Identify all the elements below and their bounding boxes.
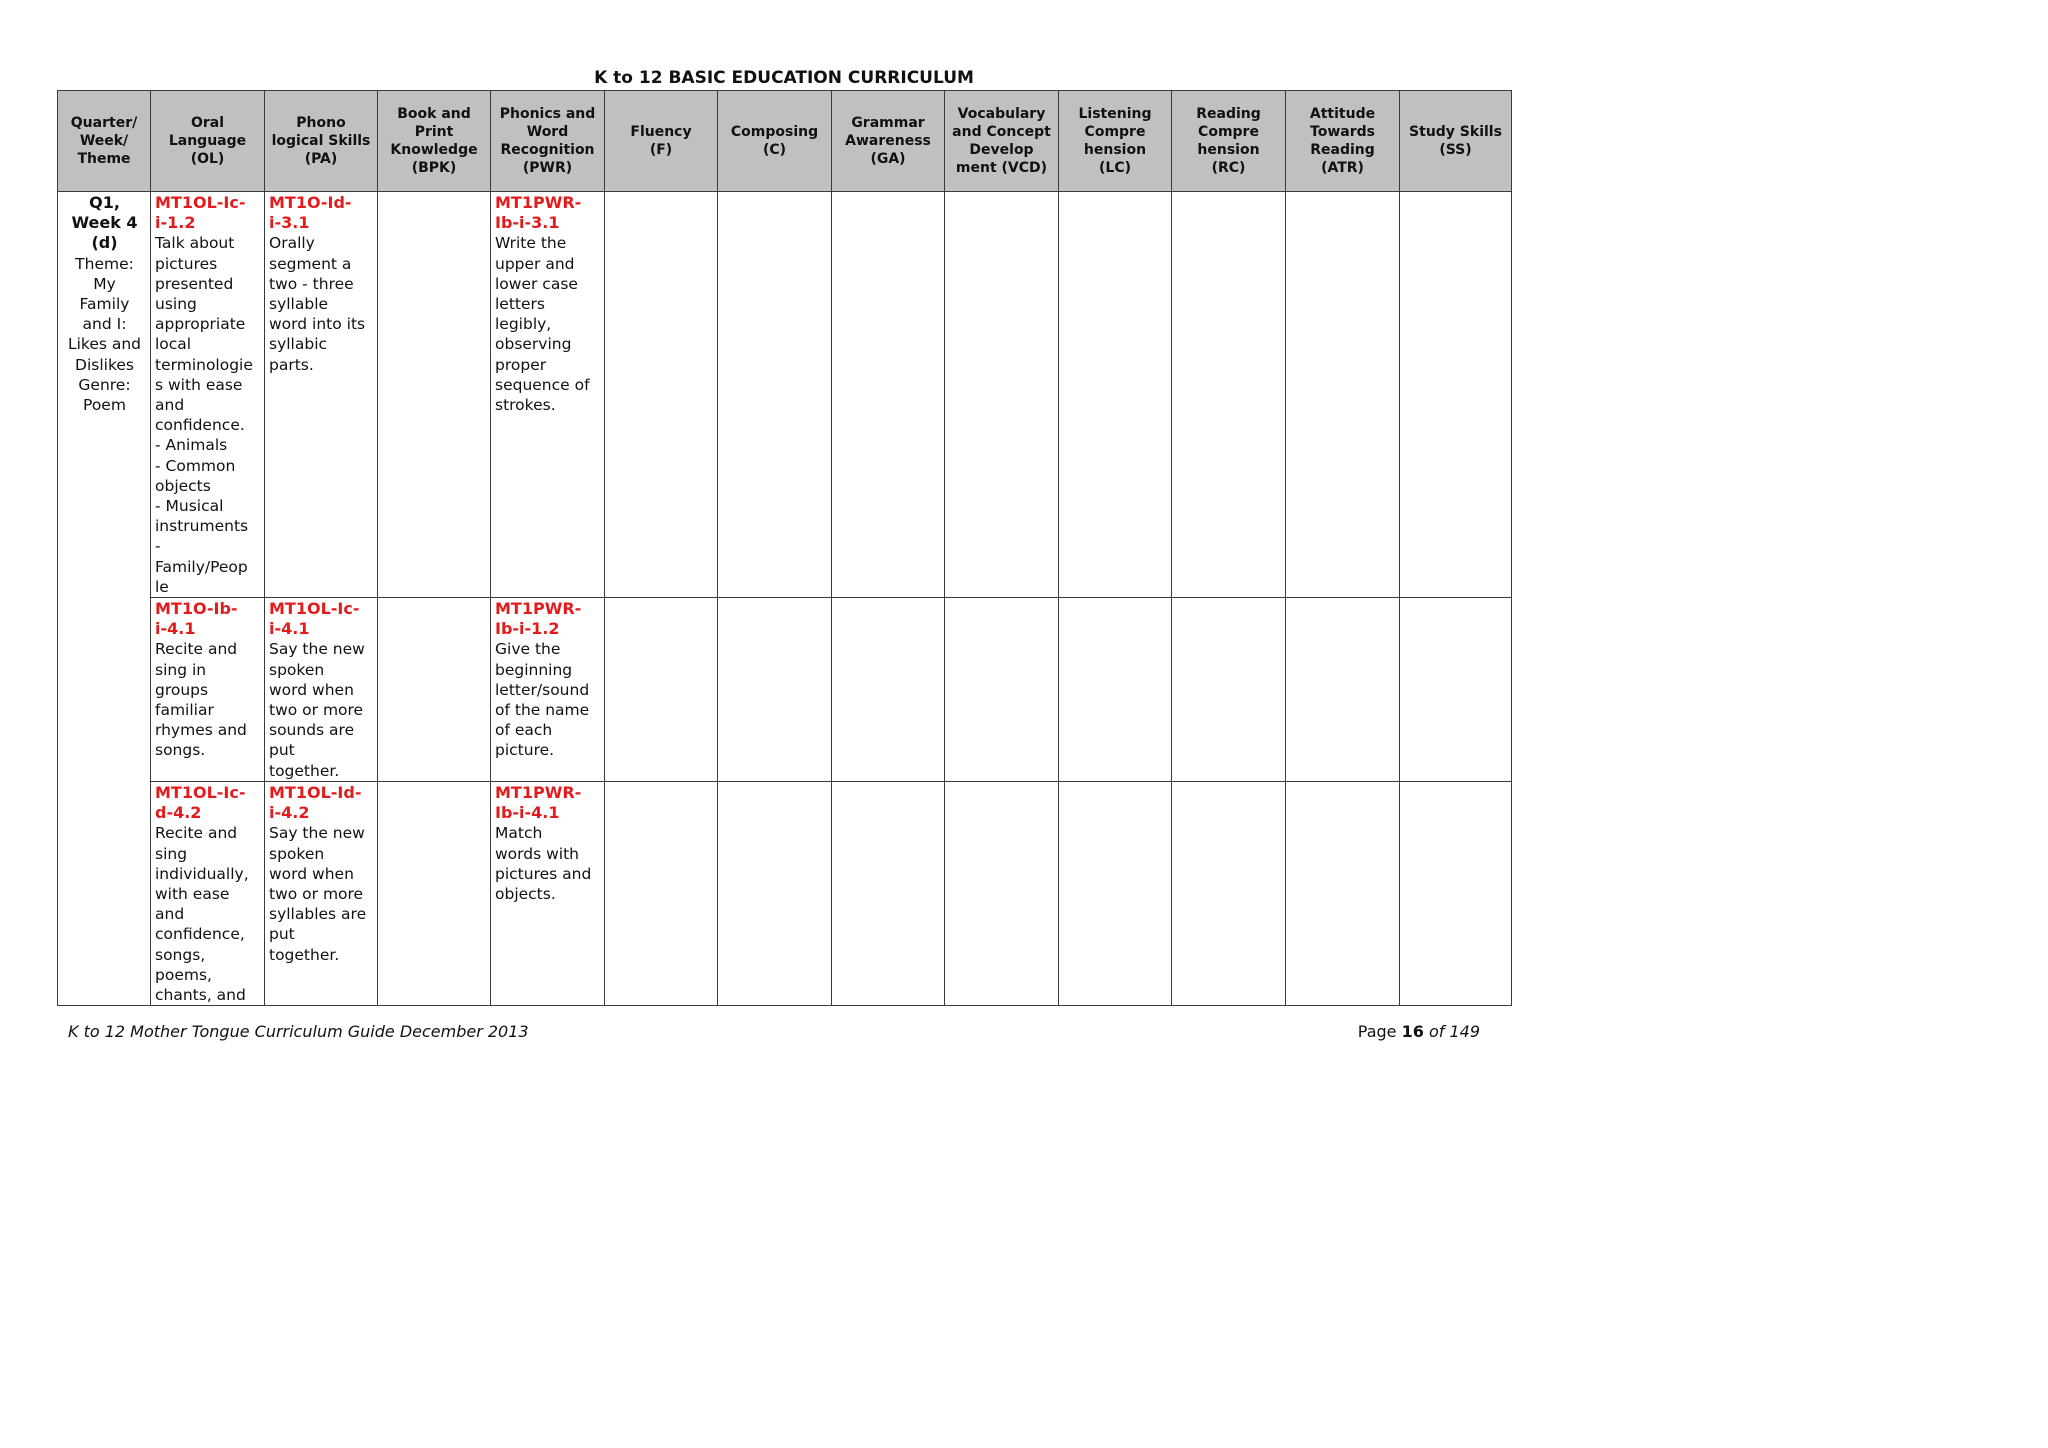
atr-cell: [1286, 598, 1400, 782]
pa-cell: [265, 598, 378, 782]
lc-cell: [1059, 598, 1172, 782]
competency-code: MT1OL-Ic- i-4.1: [269, 599, 360, 639]
competency-code: MT1PWR- Ib-i-3.1: [495, 193, 582, 233]
ol-cell: [151, 781, 265, 1005]
page-number: 16: [1401, 1022, 1424, 1041]
pwr-cell: [491, 598, 605, 782]
vcd-cell: [945, 192, 1059, 598]
page-total: of 149: [1428, 1022, 1480, 1041]
bpk-cell: [378, 781, 491, 1005]
pa-cell: [265, 192, 378, 598]
competency-code: MT1OL-Ic- i-1.2: [155, 193, 246, 233]
ss-cell: [1400, 781, 1512, 1005]
header-listening-comprehension: Listening Compre hension (LC): [1059, 91, 1172, 192]
header-phonological-skills: Phono logical Skills (PA): [265, 91, 378, 192]
competency-text: Recite and sing in groups familiar rhymes and songs.: [155, 640, 247, 760]
rc-cell: [1172, 781, 1286, 1005]
vcd-cell: [945, 781, 1059, 1005]
theme-cell: [58, 192, 151, 1006]
competency-text: Give the beginning letter/sound of the name of each picture.: [495, 640, 590, 760]
atr-cell: [1286, 192, 1400, 598]
ss-cell: [1400, 598, 1512, 782]
lc-cell: [1059, 192, 1172, 598]
table-row: [58, 781, 1512, 1005]
atr-cell: [1286, 781, 1400, 1005]
c-cell: [718, 192, 832, 598]
c-cell: [718, 598, 832, 782]
competency-text: Match words with pictures and objects.: [495, 824, 592, 903]
competency-code: MT1O-Ib- i-4.1: [155, 599, 238, 639]
lc-cell: [1059, 781, 1172, 1005]
pwr-cell: [491, 781, 605, 1005]
page-label: Page: [1357, 1022, 1397, 1041]
footer-page-number: [1358, 1022, 1480, 1042]
competency-text: Orally segment a two - three syllable word into its syllabic parts.: [269, 234, 366, 374]
header-study-skills: Study Skills (SS): [1400, 91, 1512, 192]
header-composing: Composing (C): [718, 91, 832, 192]
header-quarter-week-theme: Quarter/ Week/ Theme: [58, 91, 151, 192]
table-row: [58, 192, 1512, 598]
header-book-print-knowledge: Book and Print Knowledge (BPK): [378, 91, 491, 192]
f-cell: [605, 598, 718, 782]
pa-cell: [265, 781, 378, 1005]
competency-text: Recite and sing individually, with ease and confidence, songs, poems, chants, and: [155, 824, 249, 1004]
header-row: [58, 91, 1512, 192]
theme-text: Theme: My Family and I: Likes and Dislikes Genre: Poem: [67, 254, 142, 415]
vcd-cell: [945, 598, 1059, 782]
bpk-cell: [378, 598, 491, 782]
competency-text: Say the new spoken word when two or more syllables are put together.: [269, 824, 367, 964]
header-oral-language: Oral Language (OL): [151, 91, 265, 192]
header-phonics-word-recognition: Phonics and Word Recognition (PWR): [491, 91, 605, 192]
competency-text: Talk about pictures presented using appropriate local terminologie s with ease and confidence. - Animals - Common objects - Musical instruments - Family/Peop le: [155, 234, 253, 596]
header-reading-comprehension: Reading Compre hension (RC): [1172, 91, 1286, 192]
ol-cell: [151, 598, 265, 782]
ga-cell: [832, 192, 945, 598]
footer-guide-title: K to 12 Mother Tongue Curriculum Guide December 2013: [68, 1022, 529, 1041]
c-cell: [718, 781, 832, 1005]
bpk-cell: [378, 192, 491, 598]
competency-code: MT1PWR- Ib-i-4.1: [495, 782, 582, 823]
header-fluency: Fluency (F): [605, 91, 718, 192]
rc-cell: [1172, 192, 1286, 598]
header-attitude-towards-reading: Attitude Towards Reading (ATR): [1286, 91, 1400, 192]
f-cell: [605, 781, 718, 1005]
competency-code: MT1OL-Id- i-4.2: [269, 782, 362, 823]
competency-code: MT1O-Id- i-3.1: [269, 193, 352, 233]
header-grammar-awareness: Grammar Awareness (GA): [832, 91, 945, 192]
competency-code: MT1PWR- Ib-i-1.2: [495, 599, 582, 639]
competency-code: MT1OL-Ic- d-4.2: [155, 782, 246, 823]
pwr-cell: [491, 192, 605, 598]
ss-cell: [1400, 192, 1512, 598]
ga-cell: [832, 781, 945, 1005]
ga-cell: [832, 598, 945, 782]
curriculum-table: [57, 90, 1512, 1006]
f-cell: [605, 192, 718, 598]
ol-cell: [151, 192, 265, 598]
week-label: Q1, Week 4 (d): [71, 193, 138, 253]
table-row: [58, 598, 1512, 782]
rc-cell: [1172, 598, 1286, 782]
document-title: K to 12 BASIC EDUCATION CURRICULUM: [594, 68, 974, 88]
competency-text: Write the upper and lower case letters legibly, observing proper sequence of strokes.: [495, 234, 590, 415]
header-vocabulary-concept: Vocabulary and Concept Develop ment (VCD): [945, 91, 1059, 192]
competency-text: Say the new spoken word when two or more sounds are put together.: [269, 640, 365, 780]
